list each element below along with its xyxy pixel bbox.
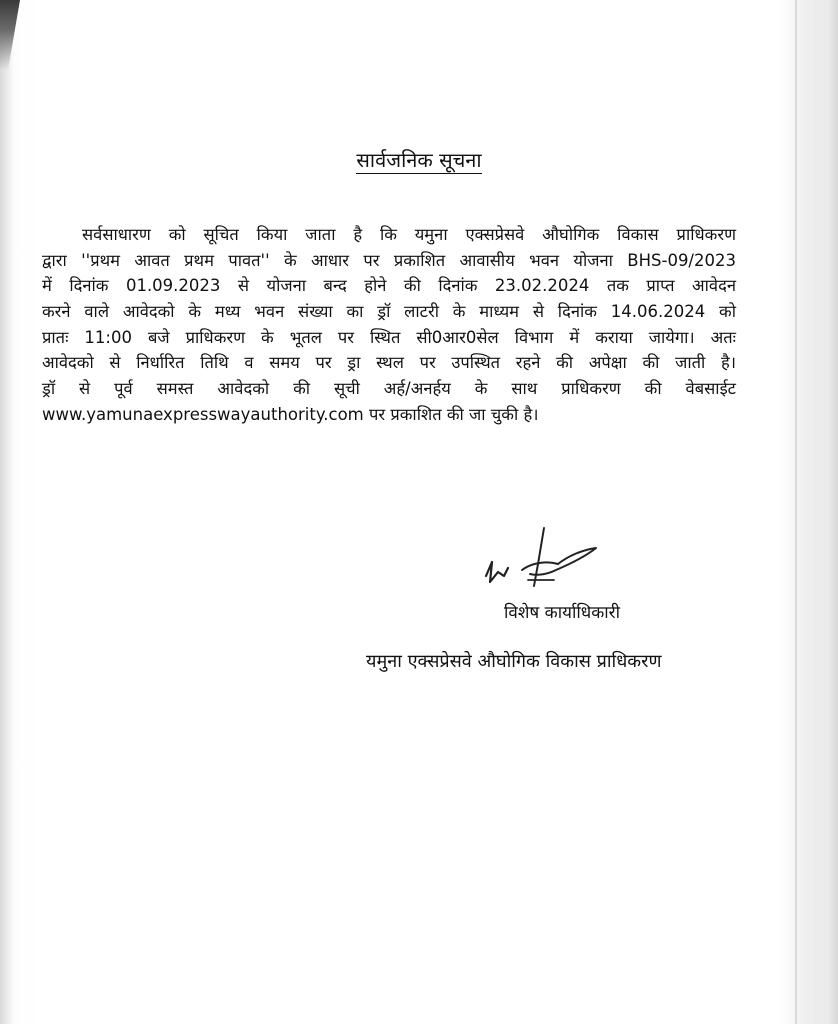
notice-line-6: आवेदको से निर्धारित तिथि व समय पर ड्रा स्थल पर उपस्थित रहने की अपेक्षा की जाती है। [42,353,736,373]
notice-title [0,146,838,173]
notice-line-1: सर्वसाधारण को सूचित किया जाता है कि यमुना एक्सप्रेसवे औघोगिक विकास प्राधिकरण [82,225,736,244]
notice-body [42,222,736,428]
notice-line-7: ड्रॉ से पूर्व समस्त आवेदको की सूची अर्ह/अनर्हय के साथ प्राधिकरण की वेबसाईट [42,379,736,399]
notice-line-4: करने वाले आवेदको के मध्य भवन संख्या का ड्रॉ लाटरी के माध्यम से दिनांक 14.06.2024 को [42,302,736,322]
signatory-designation: विशेष कार्याधिकारी [504,603,621,623]
notice-line-2: द्वारा ''प्रथम आवत प्रथम पावत'' के आधार पर प्रकाशित आवासीय भवन योजना BHS-09/2023 [42,250,736,270]
handwritten-signature [478,524,608,604]
signatory-organization: यमुना एक्सप्रेसवे औघोगिक विकास प्राधिकरण [366,651,662,672]
notice-line-8: www.yamunaexpresswayauthority.com पर प्रकाशित की जा चुकी है। [42,404,539,424]
notice-line-5: प्रातः 11:00 बजे प्राधिकरण के भूतल पर स्थित सी0आर0सेल विभाग में कराया जायेगा। अतः [42,327,736,347]
notice-line-3: में दिनांक 01.09.2023 से योजना बन्द होने की दिनांक 23.02.2024 तक प्राप्त आवेदन [42,276,736,296]
notice-title-text: सार्वजनिक सूचना [356,148,482,172]
